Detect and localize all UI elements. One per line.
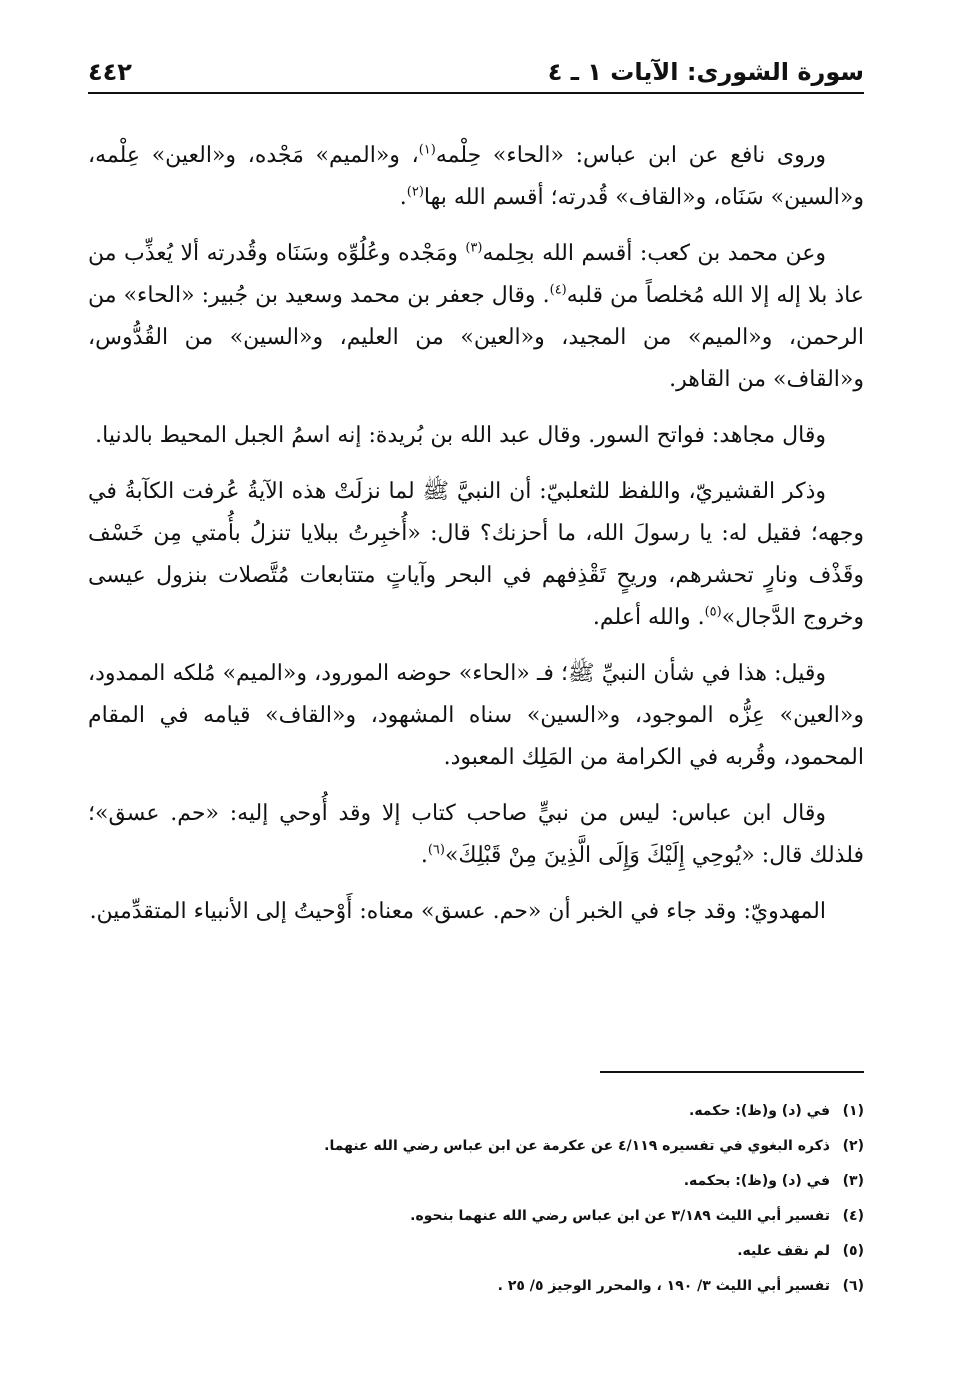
paragraph <box>88 891 864 933</box>
text-run: . وقال جعفر بن محمد وسعيد بن جُبير: «الحاء» من الرحمن، و«الميم» من المجيد، و«العين» من العليم، و«السين» من القُدُّوس، و«القاف» من القاهر. <box>88 283 864 392</box>
running-header-title: سورة الشورى: الآيات ١ ـ ٤ <box>547 58 864 86</box>
text-run: وذكر القشيريّ، واللفظ للثعلبيّ: أن النبيَّ ﷺ لما نزلَتْ هذه الآيةُ عُرفت الكآبةُ في وجهه؛ فقيل له: يا رسولَ الله، ما أحزنك؟ قال: «أُخبِرتُ ببلايا تنزلُ بأُمتي مِن خَسْف وقَذْف ونارٍ تحشرهم، وريحٍ تَقْذِفهم في البحر وآياتٍ متتابعات مُتَّصلات بنزول عيسى وخروج الدَّجال» <box>88 479 864 630</box>
footnote-ref: (٦) <box>427 842 445 858</box>
main-text <box>88 135 864 947</box>
footnote-text: في (د) و(ظ): بحكمه. <box>683 1173 830 1189</box>
footnote-number: (٤) <box>842 1208 864 1224</box>
footnote <box>88 1199 864 1234</box>
text-run: . والله أعلم. <box>592 605 705 630</box>
footnote-text: في (د) و(ظ): حكمه. <box>689 1103 830 1119</box>
footnote <box>88 1164 864 1199</box>
running-header <box>88 52 864 94</box>
footnote <box>88 1129 864 1164</box>
footnote-number: (١) <box>842 1103 864 1119</box>
paragraph <box>88 793 864 877</box>
footnote-number: (٦) <box>842 1278 864 1294</box>
footnote-number: (٢) <box>842 1138 864 1154</box>
footnote-text: ذكره البغوي في تفسيره ٤/١١٩ عن عكرمة عن ابن عباس رضي الله عنهما. <box>324 1138 830 1154</box>
text-run: وقيل: هذا في شأن النبيِّ ﷺ؛ فـ «الحاء» حوضه المورود، و«الميم» مُلكه الممدود، و«العين» عِزُّه الموجود، و«السين» سناه المشهود، و«القاف» قيامه في المقام المحمود، وقُربه في الكرامة من المَلِك المعبود. <box>88 661 864 770</box>
text-run: ، و«الميم» مَجْده، و«العين» عِلْمه، و«السين» سَنَاه، و«القاف» قُدرته؛ أقسم الله بها <box>88 143 864 210</box>
text-run: وروى نافع عن ابن عباس: «الحاء» حِلْمه <box>435 143 826 168</box>
footnote-ref: (٢) <box>406 184 424 200</box>
footnote-text: تفسير أبي الليث ٣/ ١٩٠ ، والمحرر الوجيز ٥/ ٢٥ . <box>497 1278 830 1294</box>
footnote <box>88 1234 864 1269</box>
text-run: ومَجْده وعُلُوِّه وسَنَاه وقُدرته ألا يُعذِّب من عاذ بلا إله إلا الله مُخلصاً من قلبه <box>88 241 864 308</box>
footnote-ref: (٣) <box>465 240 483 256</box>
text-run: وقال مجاهد: فواتح السور. وقال عبد الله بن بُريدة: إنه اسمُ الجبل المحيط بالدنيا. <box>95 423 826 448</box>
footnote <box>88 1094 864 1129</box>
text-run: وعن محمد بن كعب: أقسم الله بحِلمه <box>482 241 826 266</box>
paragraph <box>88 233 864 401</box>
paragraph <box>88 415 864 457</box>
footnote <box>88 1269 864 1304</box>
footnote-ref: (٥) <box>704 604 722 620</box>
footnote-ref: (٤) <box>549 282 567 298</box>
text-run: . <box>420 843 428 868</box>
page-number: ٤٤٢ <box>88 58 132 86</box>
footnote-ref: (١) <box>418 142 436 158</box>
paragraph <box>88 653 864 779</box>
paragraph <box>88 471 864 639</box>
text-run: المهدويّ: وقد جاء في الخبر أن «حم. عسق» معناه: أَوْحيتُ إلى الأنبياء المتقدِّمين. <box>89 899 826 924</box>
footnote-text: لم نقف عليه. <box>737 1243 830 1259</box>
footnote-divider <box>600 1071 864 1073</box>
text-run: . <box>399 185 407 210</box>
footnote-number: (٥) <box>842 1243 864 1259</box>
footnote-text: تفسير أبي الليث ٣/١٨٩ عن ابن عباس رضي الله عنهما بنحوه. <box>410 1208 830 1224</box>
text-run: وقال ابن عباس: ليس من نبيٍّ صاحب كتاب إلا وقد أُوحي إليه: «حم. عسق»؛ فلذلك قال: «يُوحِي إِلَيْكَ وَإِلَى الَّذِينَ مِنْ قَبْلِكَ» <box>88 801 864 868</box>
footnotes-list <box>88 1094 864 1304</box>
footnote-number: (٣) <box>842 1173 864 1189</box>
paragraph <box>88 135 864 219</box>
